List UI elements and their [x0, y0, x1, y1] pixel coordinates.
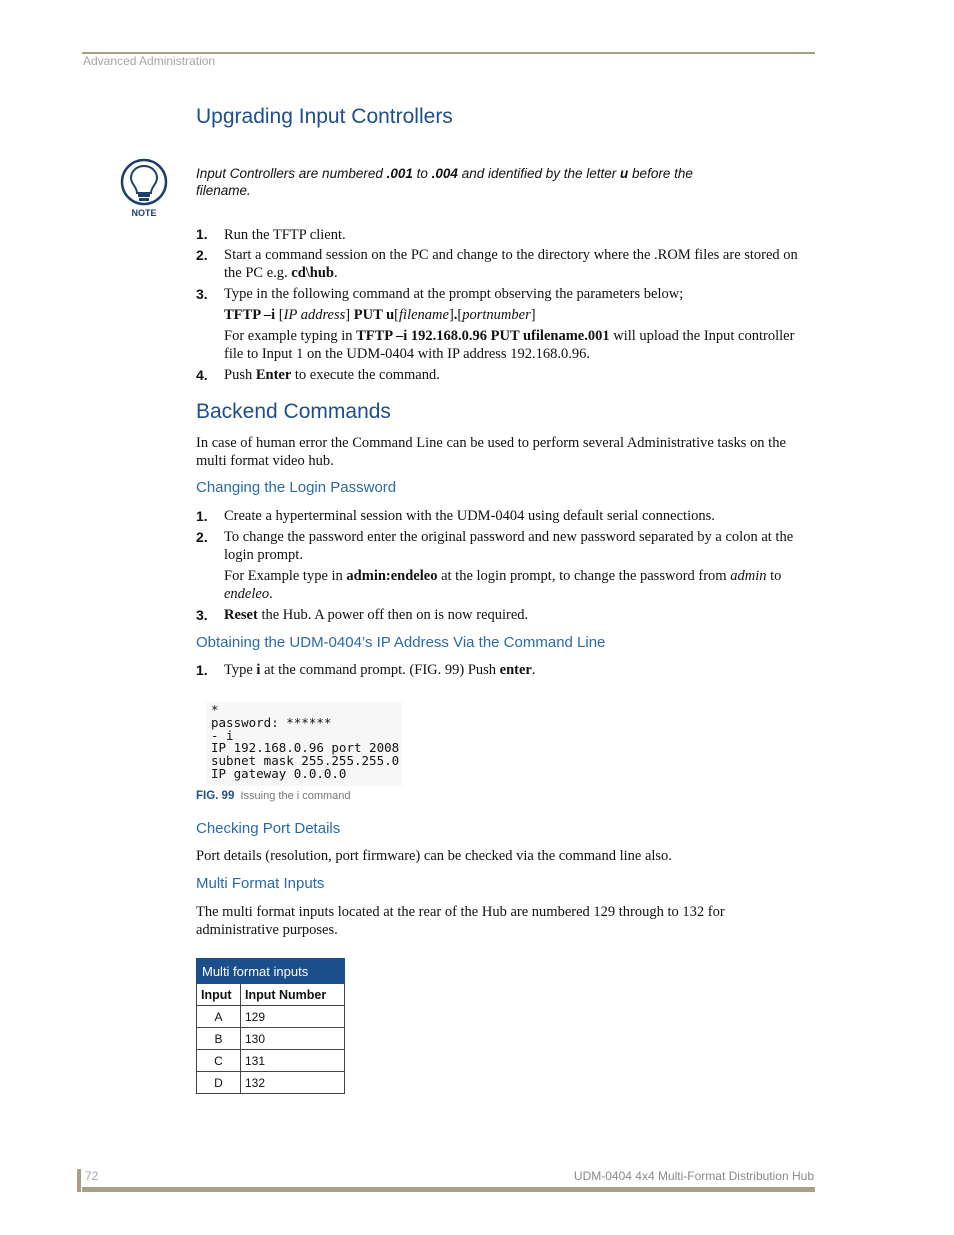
table-cell: 131 — [241, 1050, 345, 1072]
footer-title: UDM-0404 4x4 Multi-Format Distribution Hub — [573, 1169, 814, 1183]
table-cell: 132 — [241, 1072, 345, 1094]
figure-caption: FIG. 99 Issuing the i command — [196, 790, 351, 802]
step-text: Start a command session on the PC and change to the directory where the .ROM files are stored on the PC e.g. cd\hub. — [224, 247, 798, 281]
footer-rule — [82, 1187, 815, 1192]
command-syntax: TFTP –i [IP address] PUT u[filename].[portnumber] — [224, 307, 536, 323]
table-caption: Multi format inputs — [197, 959, 345, 984]
header-rule — [82, 52, 815, 54]
column-header: Input — [197, 984, 241, 1006]
table-cell: B — [197, 1028, 241, 1050]
step-number: 1. — [196, 508, 208, 524]
table-cell: 129 — [241, 1006, 345, 1028]
step-text: Type in the following command at the prompt observing the parameters below; — [224, 286, 684, 302]
step-number: 3. — [196, 286, 208, 302]
note-icon — [118, 158, 170, 220]
running-header: Advanced Administration — [83, 54, 216, 68]
subsection-title-multi: Multi Format Inputs — [196, 875, 325, 892]
step-text: Create a hyperterminal session with the UDM-0404 using default serial connections. — [224, 508, 715, 524]
subsection-title-ip: Obtaining the UDM-0404’s IP Address Via the Command Line — [196, 634, 606, 651]
footer-bar — [77, 1169, 81, 1192]
table-cell: C — [197, 1050, 241, 1072]
login-example: For Example type in admin:endeleo at the login prompt, to change the password from admin to endeleo. — [224, 568, 782, 602]
section-title-upgrading: Upgrading Input Controllers — [196, 105, 453, 128]
step-number: 3. — [196, 607, 208, 623]
column-header: Input Number — [241, 984, 345, 1006]
table-cell: 130 — [241, 1028, 345, 1050]
step-text: Type i at the command prompt. (FIG. 99) Push enter. — [224, 662, 536, 678]
step-text: Push Enter to execute the command. — [224, 367, 440, 383]
step-number: 4. — [196, 367, 208, 383]
note-label: NOTE — [131, 208, 157, 218]
subsection-title-port: Checking Port Details — [196, 820, 341, 837]
step-text: Run the TFTP client. — [224, 227, 346, 243]
multi-text: The multi format inputs located at the rear of the Hub are numbered 129 through to 132 for administrative purposes. — [196, 904, 725, 938]
command-example: For example typing in TFTP –i 192.168.0.96 PUT ufilename.001 will upload the Input controller file to Input 1 on the UDM-0404 with IP address 192.168.0.96. — [224, 328, 795, 362]
table-cell: D — [197, 1072, 241, 1094]
table-row — [197, 1050, 345, 1072]
table-row — [197, 1028, 345, 1050]
step-text: To change the password enter the original password and new password separated by a colon at the login prompt. — [224, 529, 794, 563]
note-text: Input Controllers are numbered .001 to .004 and identified by the letter u before the filename. — [196, 166, 693, 198]
step-number: 1. — [196, 662, 208, 678]
section-title-backend: Backend Commands — [196, 400, 391, 423]
table-cell: A — [197, 1006, 241, 1028]
table-row — [197, 1072, 345, 1094]
terminal-screenshot: * password: ****** - i IP 192.168.0.96 port 2008 subnet mask 255.255.255.0 IP gateway 0.0.0.0 — [206, 702, 402, 786]
multi-format-inputs-table — [196, 958, 345, 1094]
subsection-title-login: Changing the Login Password — [196, 479, 397, 496]
page-number: 72 — [85, 1169, 99, 1183]
port-text: Port details (resolution, port firmware) can be checked via the command line also. — [196, 848, 672, 864]
step-number: 2. — [196, 247, 208, 263]
step-text: Reset the Hub. A power off then on is now required. — [224, 607, 529, 623]
table-row — [197, 1006, 345, 1028]
step-number: 1. — [196, 226, 208, 242]
backend-intro: In case of human error the Command Line can be used to perform several Administrative tasks on the multi format video hub. — [196, 435, 786, 469]
step-number: 2. — [196, 529, 208, 545]
